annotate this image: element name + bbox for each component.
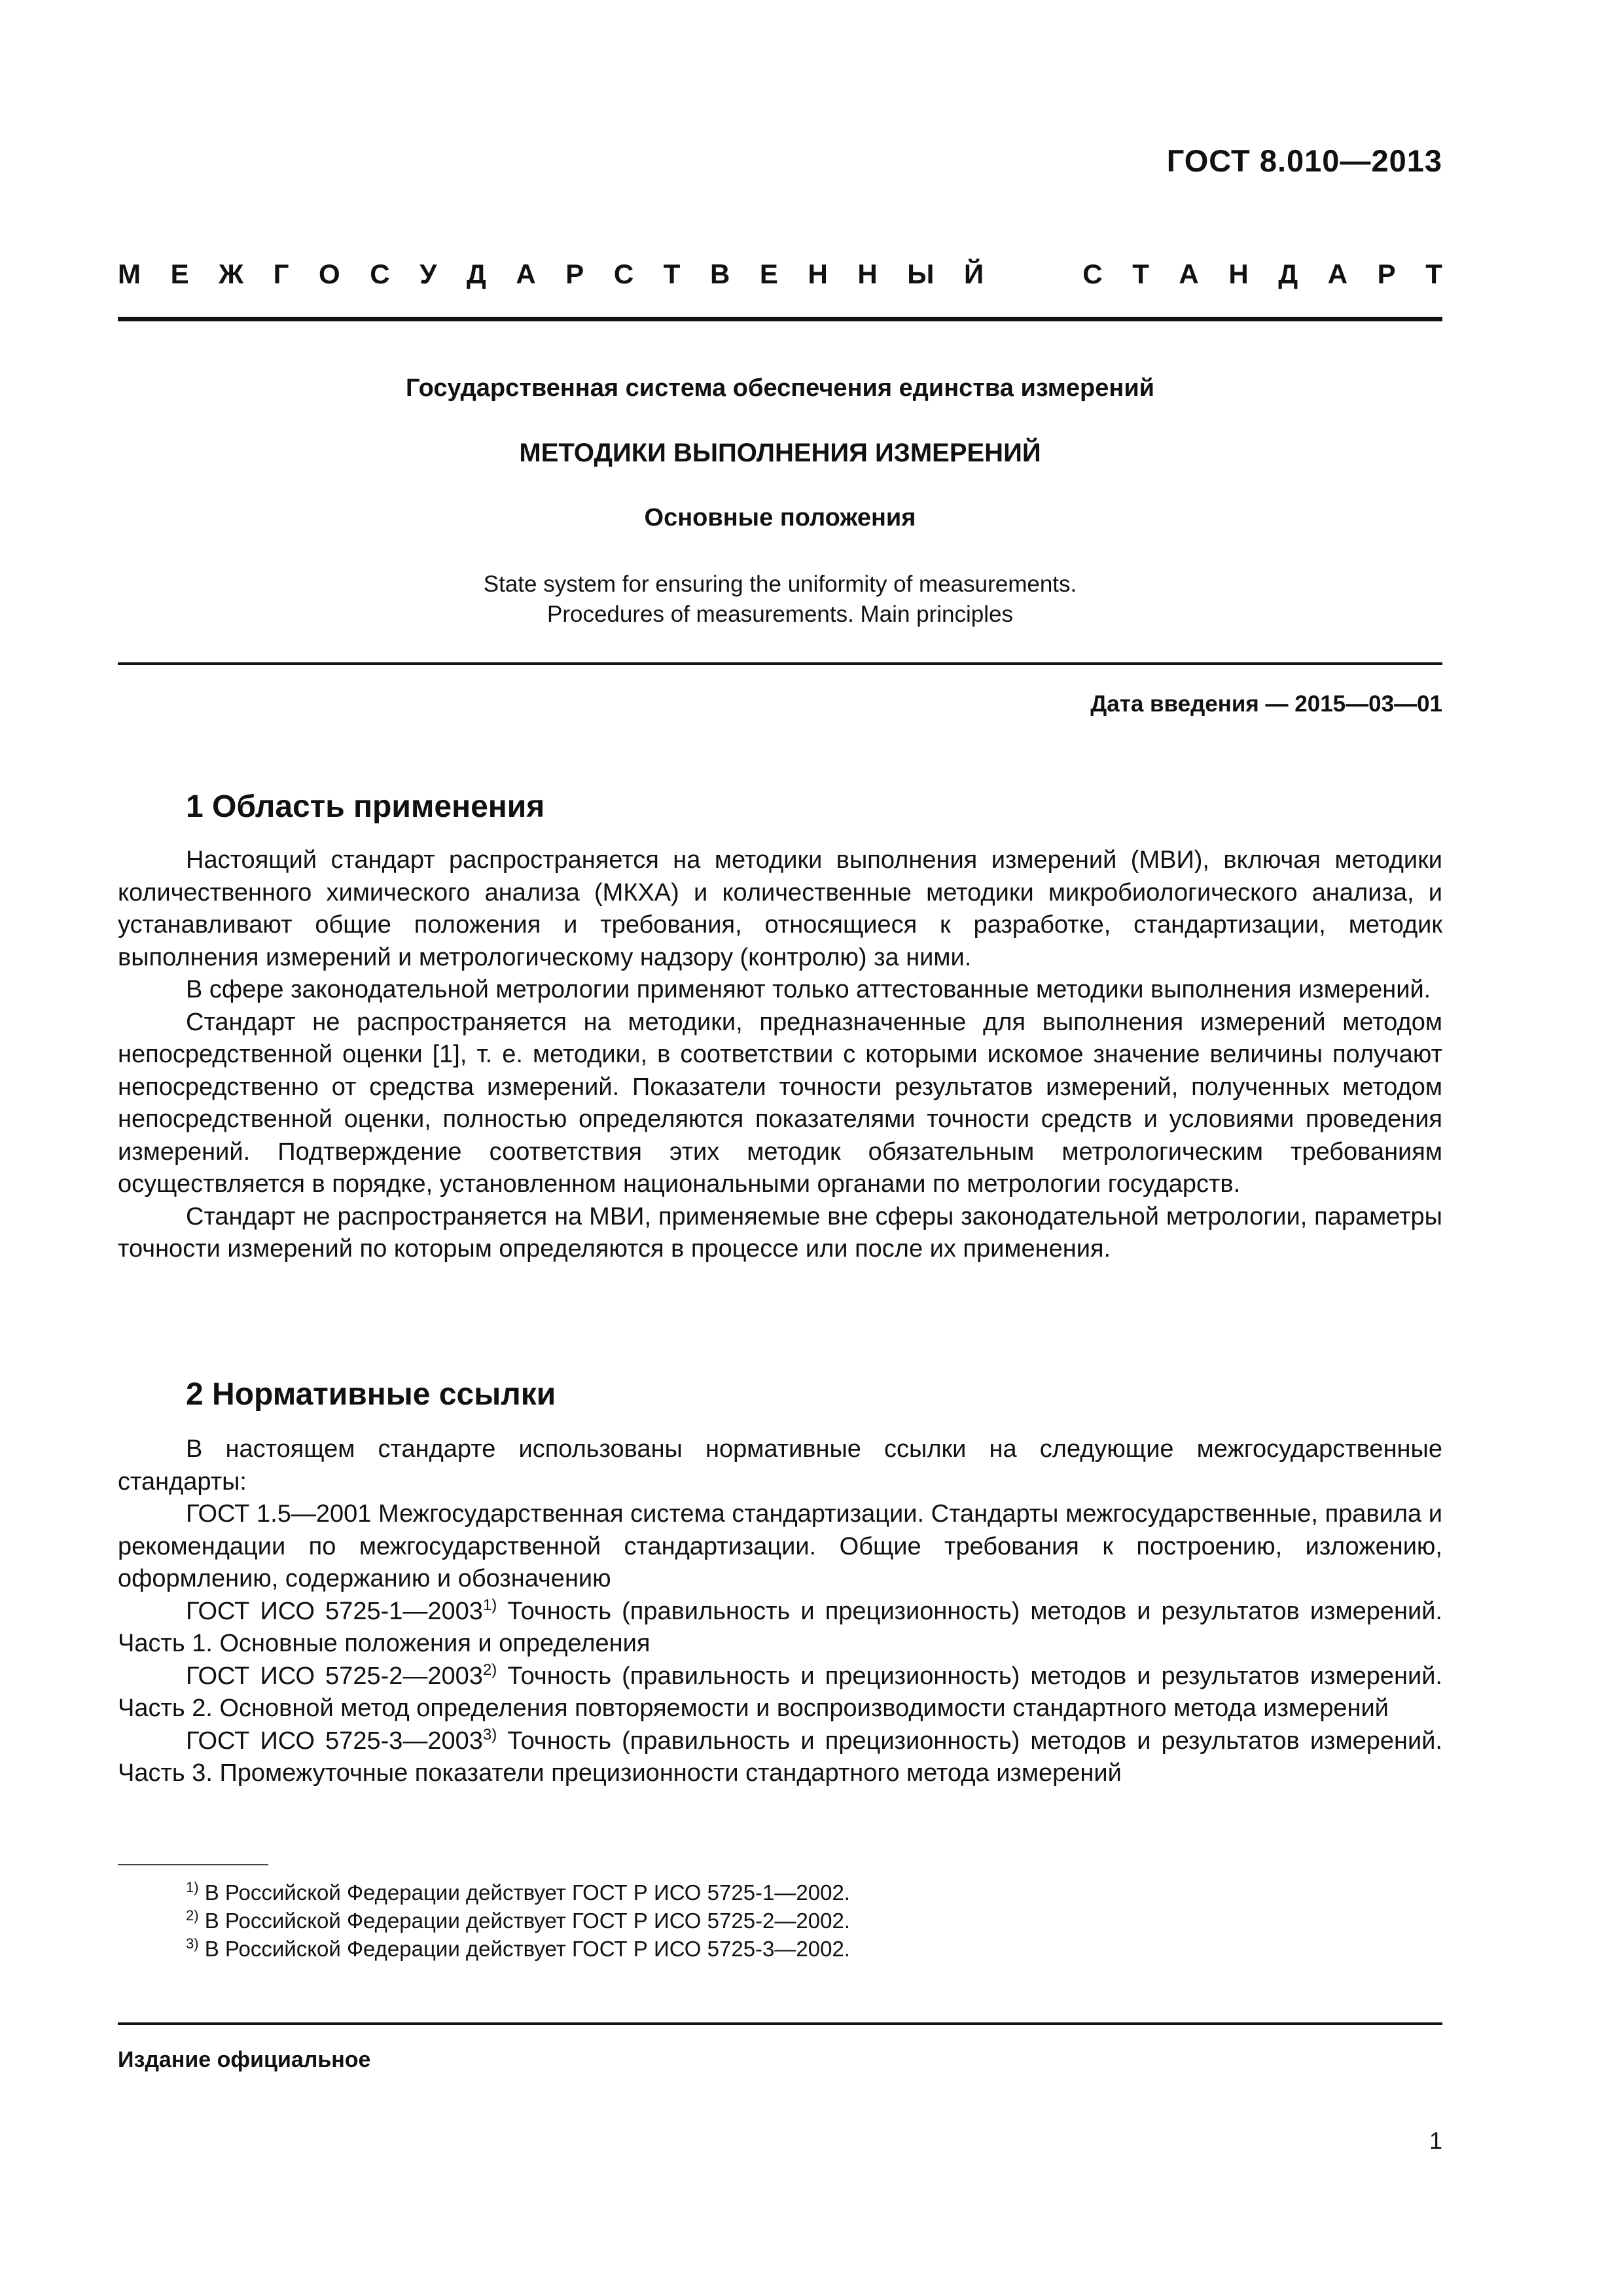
reference-code: ГОСТ ИСО 5725-2—2003 [186,1662,483,1690]
footnote-text: В Российской Федерации действует ГОСТ Р ИСО 5725-2—2002. [198,1909,850,1933]
banner-letter: А [1327,259,1348,289]
header-divider [118,317,1442,321]
footnote [186,1935,850,1963]
banner-letter: Е [759,259,778,289]
paragraph: В настоящем стандарте использованы нормативные ссылки на следующие межгосударственные стандарты: [118,1435,1442,1496]
footnote-text: В Российской Федерации действует ГОСТ Р ИСО 5725-1—2002. [198,1880,850,1905]
banner-letter: Д [1278,259,1298,289]
footnote-divider [118,1864,268,1865]
section-body-references [118,1433,1442,1790]
banner-letter: С [1082,259,1103,289]
section-heading-scope: 1 Область применения [186,789,545,824]
banner-letter: Ы [907,259,935,289]
banner-letter: Ж [219,259,244,289]
reference-code: ГОСТ 1.5—2001 [186,1500,372,1528]
banner-letter: Р [565,259,584,289]
english-title [118,569,1442,630]
interstate-standard-banner [118,259,1442,290]
reference-entry [118,1498,1442,1596]
section-body-scope [118,844,1442,1266]
reference-text: Точность (правильность и прецизионность) методов и результатов измерений. Часть 1. Основные положения и определения [118,1597,1442,1657]
title-divider [118,662,1442,665]
footnote-mark: 1) [186,1879,199,1895]
banner-letter: Н [808,259,828,289]
reference-entry [118,1725,1442,1790]
main-title: МЕТОДИКИ ВЫПОЛНЕНИЯ ИЗМЕРЕНИЙ [519,439,1041,467]
banner-letter: Н [857,259,878,289]
banner-letter: Д [466,259,486,289]
document-number: ГОСТ 8.010—2013 [1166,143,1442,178]
section-heading-references: 2 Нормативные ссылки [186,1377,556,1412]
reference-text: Межгосударственная система стандартизации. Стандарты межгосударственные, правила и рекомендации по межгосударственной стандартизации. Общие требования к построению, изложению, оформлению, содержанию и обозначению [118,1500,1442,1592]
footnote-text: В Российской Федерации действует ГОСТ Р ИСО 5725-3—2002. [198,1937,850,1961]
reference-entry [118,1596,1442,1660]
banner-letter: Н [1228,259,1249,289]
footnote-mark: 3) [186,1935,199,1952]
official-edition-label: Издание официальное [118,2047,371,2072]
paragraph: Стандарт не распространяется на МВИ, применяемые вне сферы законодательной метрологии, параметры точности измерений по которым определяются в процессе или после их применения. [118,1202,1442,1263]
introduction-date: Дата введения — 2015—03—01 [1090,691,1442,717]
paragraph: Настоящий стандарт распространяется на методики выполнения измерений (МВИ), включая методики количественного химического анализа (МКХА) и количественные методики микробиологического анализа, и устанавливают общие положения и требования, относящиеся к разработке, стандартизации, методик выполнения измерений и метрологическому надзору (контролю) за ними. [118,846,1442,971]
paragraph: Стандарт не распространяется на методики, предназначенные для выполнения измерений методом непосредственной оценки [1], т. е. методики, в соответствии с которыми искомое значение величины получают непосредственно от средства измерений. Показатели точности результатов измерений, полученных методом непосредственной оценки, полностью определяются показателями точности средств и условиями проведения измерений. Подтверждение соответствия этих методик обязательным метрологическим требованиям осуществляется в порядке, установленном национальными органами по метрологии государств. [118,1008,1442,1198]
footnote-marker[interactable]: 3) [482,1725,497,1744]
footnotes [186,1878,850,1963]
banner-letter: М [118,259,141,289]
banner-letter: С [613,259,634,289]
banner-letter: Е [170,259,189,289]
banner-letter: С [370,259,390,289]
banner-letter: А [516,259,536,289]
footer-divider [118,2022,1442,2025]
footnote [186,1878,850,1907]
english-title-line: Procedures of measurements. Main principles [547,601,1013,627]
banner-letter: Т [1132,259,1149,289]
footnote-marker[interactable]: 2) [482,1660,497,1679]
reference-text: Точность (правильность и прецизионность) методов и результатов измерений. Часть 3. Промежуточные показатели прецизионности стандартного метода измерений [118,1727,1442,1787]
banner-letter: Г [273,259,289,289]
banner-letter: Т [663,259,681,289]
banner-letter: Й [963,259,984,289]
banner-letter: В [709,259,730,289]
system-title: Государственная система обеспечения единства измерений [405,374,1155,402]
banner-letter: Р [1377,259,1396,289]
footnote [186,1907,850,1935]
paragraph: В сфере законодательной метрологии применяют только аттестованные методики выполнения измерений. [186,976,1431,1003]
reference-code: ГОСТ ИСО 5725-1—2003 [186,1597,483,1625]
english-title-line: State system for ensuring the uniformity of measurements. [483,571,1077,597]
reference-entry [118,1660,1442,1725]
banner-letter: О [319,259,340,289]
page-number: 1 [1429,2127,1442,2154]
reference-code: ГОСТ ИСО 5725-3—2003 [186,1727,483,1755]
sub-title: Основные положения [644,504,916,531]
banner-letter: А [1179,259,1199,289]
footnote-marker[interactable]: 1) [482,1596,497,1614]
banner-letter: Т [1425,259,1442,289]
banner-letter: У [419,259,437,289]
footnote-mark: 2) [186,1907,199,1924]
reference-text: Точность (правильность и прецизионность) методов и результатов измерений. Часть 2. Основной метод определения повторяемости и воспроизводимости стандартного метода измерений [118,1662,1442,1722]
